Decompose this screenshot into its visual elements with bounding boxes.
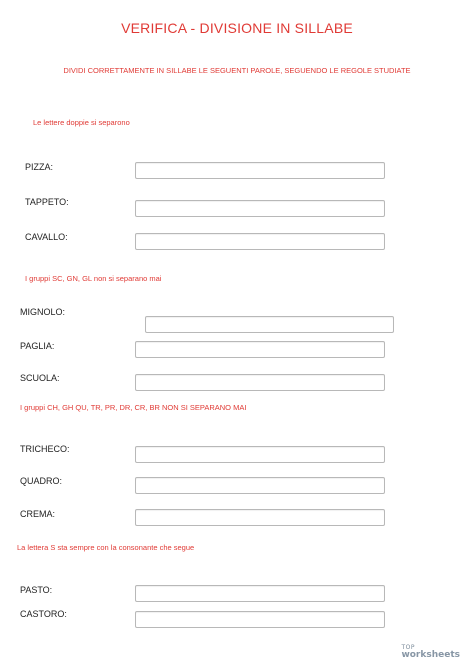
answer-field-scuola[interactable] [135, 374, 385, 391]
word-label-paglia: PAGLIA: [20, 341, 55, 351]
logo-top-text: TOP [401, 644, 415, 651]
word-label-mignolo: MIGNOLO: [20, 307, 66, 317]
answer-field-cavallo[interactable] [135, 233, 385, 250]
answer-field-tappeto[interactable] [135, 200, 385, 217]
answer-field-mignolo[interactable] [145, 316, 394, 333]
answer-field-castoro[interactable] [135, 611, 385, 628]
rule-letter-s: La lettera S sta sempre con la consonante che segue [17, 543, 195, 552]
answer-field-tricheco[interactable] [135, 446, 385, 463]
word-label-tricheco: TRICHECO: [20, 444, 70, 454]
word-label-crema: CREMA: [20, 509, 56, 519]
word-label-castoro: CASTORO: [20, 609, 67, 619]
rule-sc-gn-gl: I gruppi SC, GN, GL non si separano mai [25, 274, 162, 283]
answer-field-pizza[interactable] [135, 162, 385, 179]
word-label-tappeto: TAPPETO: [25, 197, 69, 207]
answer-field-crema[interactable] [135, 509, 385, 526]
answer-field-quadro[interactable] [135, 477, 385, 494]
logo-worksheets-text: worksheets [401, 650, 460, 660]
page-title: VERIFICA - DIVISIONE IN SILLABE [121, 20, 353, 36]
word-label-quadro: QUADRO: [20, 476, 63, 486]
word-label-cavallo: CAVALLO: [25, 232, 68, 242]
word-label-pasto: PASTO: [20, 585, 53, 595]
answer-field-pasto[interactable] [135, 585, 385, 602]
instructions: DIVIDI CORRETTAMENTE IN SILLABE LE SEGUENTI PAROLE, SEGUENDO LE REGOLE STUDIATE [63, 66, 411, 75]
word-label-pizza: PIZZA: [25, 162, 54, 172]
answer-field-paglia[interactable] [135, 341, 385, 358]
word-label-scuola: SCUOLA: [20, 373, 60, 383]
topworksheets-logo [401, 645, 460, 660]
rule-ch-gh-qu: I gruppi CH, GH QU, TR, PR, DR, CR, BR NON SI SEPARANO MAI [20, 403, 247, 412]
rule-double-letters: Le lettere doppie si separono [33, 118, 130, 127]
